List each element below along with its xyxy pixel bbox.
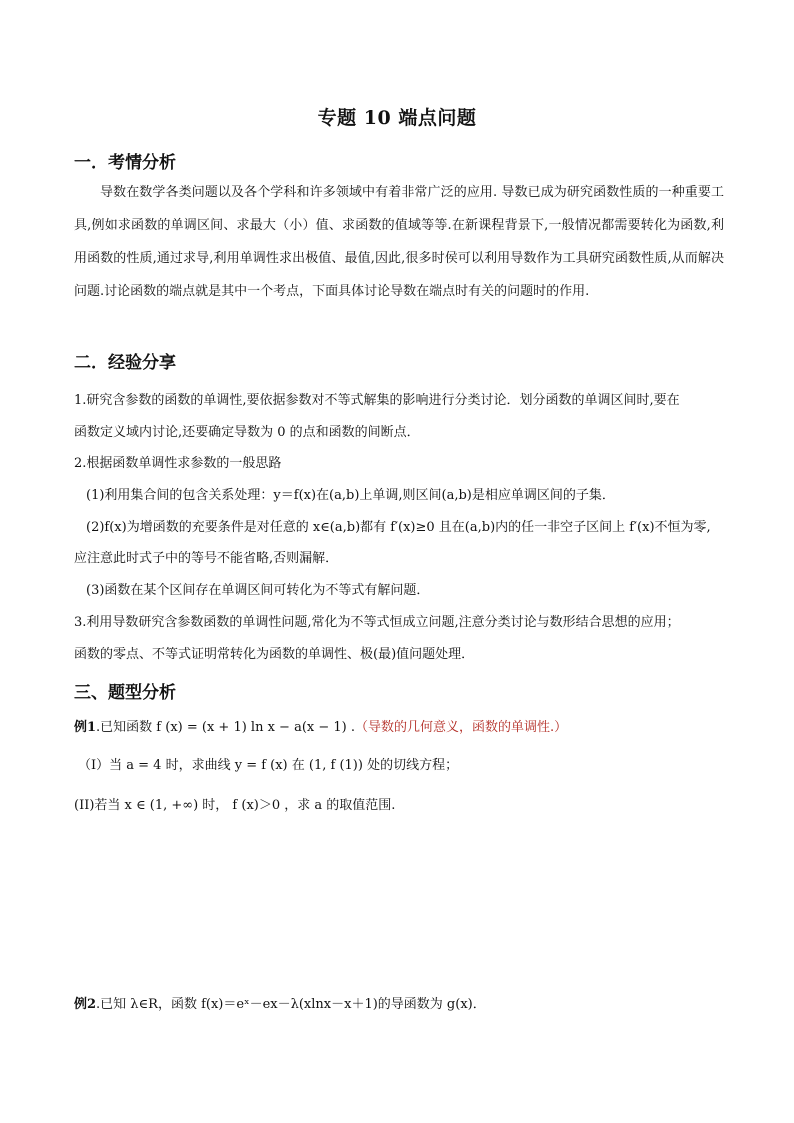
section-heading-experience: 二．经验分享 [74, 353, 176, 373]
example-1-part-2: (II)若当 x ∈ (1, +∞) 时， f (x)＞0 ，求 a 的取值范围. [74, 798, 396, 813]
example-1-stem [74, 716, 734, 735]
example-1-part-1: （I）当 a = 4 时，求曲线 y = f (x) 在 (1, f (1)) 处的切线方程； [78, 758, 459, 773]
example-1-label: 例1 [74, 720, 97, 735]
experience-item-1-line-1: 1.研究含参数的函数的单调性,要依据参数对不等式解集的影响进行分类讨论．划分函数的单调区间时,要在 [74, 393, 680, 408]
experience-item-2-sub-3: (3)函数在某个区间存在单调区间可转化为不等式有解问题． [86, 583, 430, 598]
experience-item-2-sub-2-line-1: (2)f(x)为增函数的充要条件是对任意的 x∈(a,b)都有 f′(x)≥0 且在(a,b)内的任一非空子区间上 f′(x)不恒为零, [86, 520, 711, 535]
example-1-text: .已知函数 f (x) = (x + 1) ln x − a(x − 1) . [96, 720, 355, 735]
experience-item-3-line-1: 3.利用导数研究含参数函数的单调性问题,常化为不等式恒成立问题,注意分类讨论与数形结合思想的应用； [74, 615, 680, 630]
example-2-stem [74, 993, 734, 1012]
example-2-text: .已知 λ∈R，函数 f(x)＝eˣ－ex－λ(xlnx－x＋1)的导函数为 g(x)． [96, 997, 486, 1012]
section-heading-analysis: 一．考情分析 [74, 153, 176, 173]
experience-item-2-sub-2-line-2: 应注意此时式子中的等号不能省略,否则漏解． [74, 551, 339, 566]
page-title: 专题 10 端点问题 [317, 107, 477, 129]
experience-item-3-line-2: 函数的零点、不等式证明常转化为函数的单调性、极(最)值问题处理． [74, 647, 475, 662]
experience-item-1-line-2: 函数定义域内讨论,还要确定导数为 0 的点和函数的间断点． [74, 425, 420, 440]
analysis-paragraph: 导数在数学各类问题以及各个学科和许多领域中有着非常广泛的应用. 导数已成为研究函数性质的一种重要工具,例如求函数的单调区间、求最大（小）值、求函数的值域等等.在新课程背景下,一般情况都需要转化为函数,利用函数的性质,通过求导,利用单调性求出极值、最值,因此,很多时侯可以利用导数作为工具研究函数性质,从而解决问题.讨论函数的端点就是其中一个考点，下面具体讨论导数在端点时有关的问题时的作用. [74, 185, 724, 299]
experience-item-2: 2.根据函数单调性求参数的一般思路 [74, 456, 282, 471]
experience-item-2-sub-1: (1)利用集合间的包含关系处理：y＝f(x)在(a,b)上单调,则区间(a,b)是相应单调区间的子集． [86, 488, 615, 503]
example-1-tag: （导数的几何意义，函数的单调性.） [355, 720, 568, 735]
example-2-label: 例2 [74, 997, 97, 1012]
section-heading-problem-types: 三、题型分析 [74, 683, 176, 703]
